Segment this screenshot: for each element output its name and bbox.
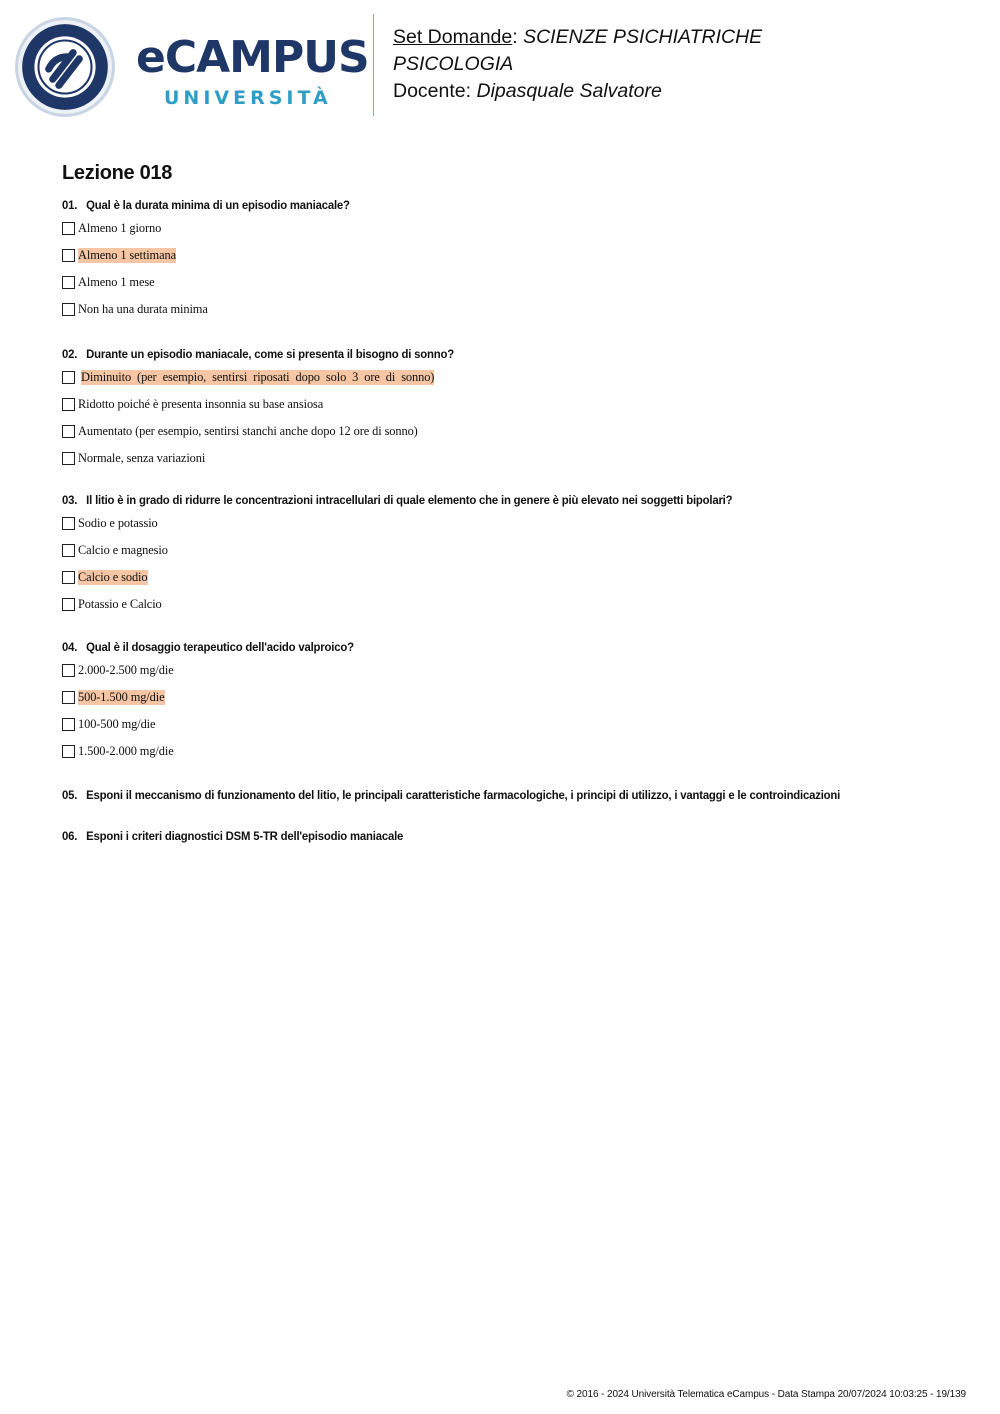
header-info: [393, 24, 813, 105]
checkbox[interactable]: [62, 425, 75, 438]
option[interactable]: [62, 397, 962, 424]
checkbox[interactable]: [62, 664, 75, 677]
option-label: 1.500-2.000 mg/die: [78, 744, 174, 758]
option-label: Sodio e potassio: [78, 516, 158, 530]
question-heading: 06. Esponi i criteri diagnostici DSM 5-TR dell'episodio maniacale: [62, 829, 404, 843]
checkbox[interactable]: [62, 598, 75, 611]
option-label: Almeno 1 giorno: [78, 221, 162, 235]
set-value-line2: PSICOLOGIA: [393, 53, 514, 75]
option[interactable]: [62, 424, 962, 451]
question-05: [62, 787, 962, 803]
option-label: Aumentato (per esempio, sentirsi stanchi anche dopo 12 ore di sonno): [78, 424, 418, 438]
header-divider: [373, 14, 374, 116]
university-seal-icon: [14, 16, 116, 118]
option-label: Non ha una durata minima: [78, 302, 208, 316]
option-label-highlighted: Almeno 1 settimana: [78, 248, 176, 262]
option-label: 100-500 mg/die: [78, 717, 156, 731]
option[interactable]: [62, 690, 962, 717]
question-heading: 04. Qual è il dosaggio terapeutico dell'acido valproico?: [62, 640, 354, 654]
docente-value: Dipasquale Salvatore: [476, 80, 662, 102]
checkbox[interactable]: [62, 371, 75, 384]
checkbox[interactable]: [62, 517, 75, 530]
checkbox[interactable]: [62, 303, 75, 316]
option-label-highlighted: Calcio e sodio: [78, 570, 148, 584]
question-02: [62, 346, 962, 478]
ecampus-logo: [14, 14, 369, 116]
option-label: Potassio e Calcio: [78, 597, 162, 611]
option-label-highlighted: 500-1.500 mg/die: [78, 690, 165, 704]
question-heading: 05. Esponi il meccanismo di funzionamento del litio, le principali caratteristiche farmacologiche, i principi di utilizzo, i vantaggi e le controindicazioni: [62, 788, 841, 802]
option-label: Almeno 1 mese: [78, 275, 155, 289]
option-label: Ridotto poiché è presenta insonnia su base ansiosa: [78, 397, 324, 411]
option[interactable]: [62, 302, 962, 329]
checkbox[interactable]: [62, 718, 75, 731]
option[interactable]: [62, 663, 962, 690]
logo-wordmark: eCAMPUS: [136, 32, 369, 83]
option[interactable]: [62, 451, 962, 478]
logo-subtitle: UNIVERSITÀ: [164, 87, 332, 109]
checkbox[interactable]: [62, 745, 75, 758]
option-label-highlighted: Diminuito (per esempio, sentirsi riposati dopo solo 3 ore di sonno): [81, 370, 435, 384]
option[interactable]: [62, 597, 962, 624]
checkbox[interactable]: [62, 398, 75, 411]
question-04: [62, 639, 962, 771]
docente-label: Docente:: [393, 80, 472, 102]
checkbox[interactable]: [62, 452, 75, 465]
set-label: Set Domande: [393, 26, 513, 48]
option[interactable]: [62, 516, 962, 543]
option[interactable]: [62, 570, 962, 597]
checkbox[interactable]: [62, 276, 75, 289]
question-heading: 01. Qual è la durata minima di un episodio maniacale?: [62, 198, 350, 212]
option[interactable]: [62, 248, 962, 275]
option[interactable]: [62, 744, 962, 771]
set-value-line1: SCIENZE PSICHIATRICHE: [523, 26, 763, 48]
option[interactable]: [62, 370, 962, 397]
question-03: [62, 492, 962, 624]
set-line: Set Domande: SCIENZE PSICHIATRICHE: [393, 26, 763, 48]
question-heading: 02. Durante un episodio maniacale, come si presenta il bisogno di sonno?: [62, 347, 454, 361]
option-label: Calcio e magnesio: [78, 543, 168, 557]
option[interactable]: [62, 543, 962, 570]
lesson-title: Lezione 018: [62, 162, 173, 184]
option-label: Normale, senza variazioni: [78, 451, 206, 465]
docente-line: [393, 78, 813, 105]
question-06: [62, 828, 962, 844]
option[interactable]: [62, 221, 962, 248]
option[interactable]: [62, 275, 962, 302]
option-label: 2.000-2.500 mg/die: [78, 663, 174, 677]
checkbox[interactable]: [62, 222, 75, 235]
checkbox[interactable]: [62, 544, 75, 557]
option[interactable]: [62, 717, 962, 744]
checkbox[interactable]: [62, 571, 75, 584]
checkbox[interactable]: [62, 249, 75, 262]
checkbox[interactable]: [62, 691, 75, 704]
question-01: [62, 197, 962, 329]
page-footer: © 2016 - 2024 Università Telematica eCampus - Data Stampa 20/07/2024 10:03:25 - 19/139: [566, 1389, 966, 1400]
question-heading: 03. Il litio è in grado di ridurre le concentrazioni intracellulari di quale elemento che in genere è più elevato nei soggetti bipolari?: [62, 493, 733, 507]
